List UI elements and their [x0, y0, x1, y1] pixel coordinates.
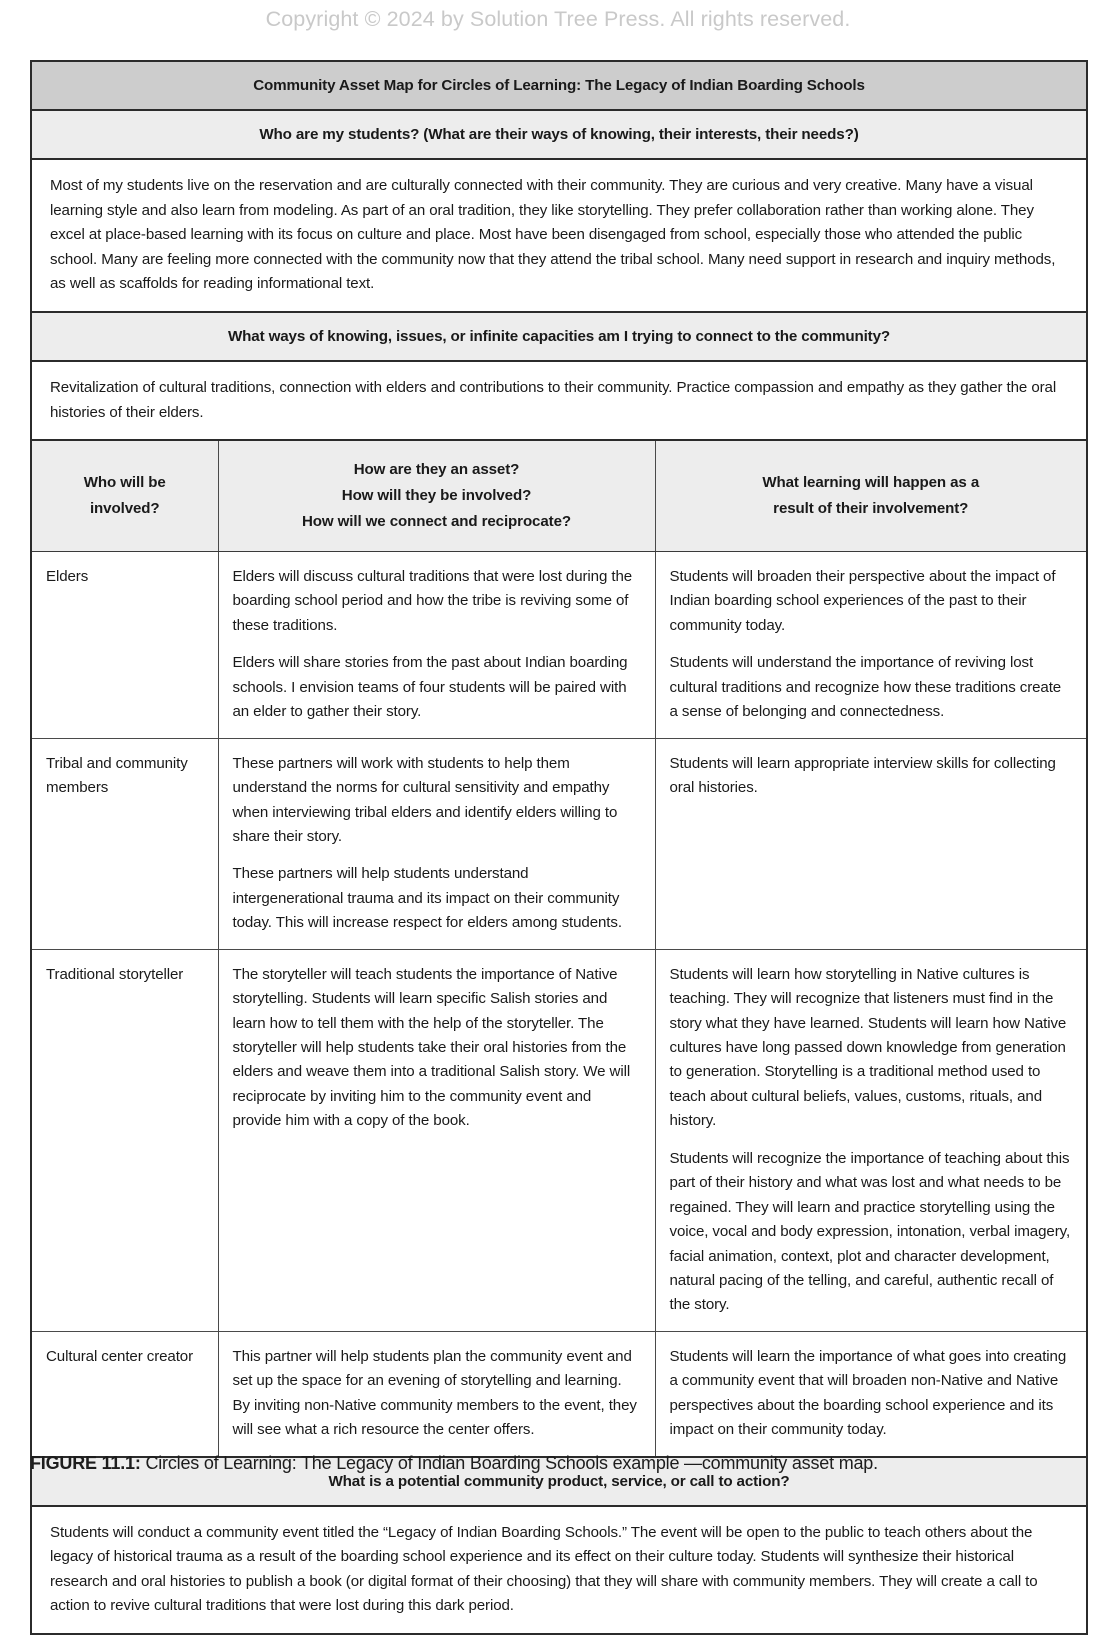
table-row [32, 949, 1086, 1331]
table-row [32, 1331, 1086, 1455]
row-who-label [32, 949, 218, 1331]
ways-answer-paragraph: Revitalization of cultural traditions, connection with elders and contributions to their community. Practice compassion and empathy as they gather the oral histories of their elders. [50, 378, 1057, 421]
asset-paragraph: The storyteller will teach students the importance of Native storytelling. Students will learn specific Salish stories and learn how to tell them with the help of the storyteller. The storyteller will help students take their oral histories from the elders and weave them into a traditional Salish story. We will reciprocate by inviting him to the community event and provide him with a copy of the book. [232, 965, 631, 1130]
row-asset-cell [218, 738, 655, 949]
learning-paragraph: Students will learn appropriate interview skills for collecting oral histories. [669, 754, 1056, 797]
table-header-row [32, 441, 1086, 551]
row-learning-cell [655, 552, 1086, 739]
asset-paragraph: Elders will discuss cultural traditions that were lost during the boarding school period and how the tribe is reviving some of these traditions. [232, 568, 633, 634]
asset-paragraph: This partner will help students plan the community event and set up the space for an evening of storytelling and learning. By inviting non-Native community members to the event, they will see what a rich resource the center offers. [232, 1347, 637, 1439]
column-header-who-line-2: involved? [89, 500, 160, 518]
table-row [32, 738, 1086, 949]
table-row [32, 552, 1086, 739]
community-asset-map-table [30, 60, 1088, 1635]
row-who-label [32, 552, 218, 739]
students-answer-text [32, 160, 1086, 313]
students-question-band: Who are my students? (What are their ways of knowing, their interests, their needs?) [32, 111, 1086, 160]
who-value: Elders [46, 568, 89, 586]
product-answer-text [32, 1507, 1086, 1633]
asset-map-title: Community Asset Map for Circles of Learning: The Legacy of Indian Boarding Schools [32, 62, 1086, 111]
column-header-learning-line-2: result of their involvement? [773, 500, 969, 518]
row-who-label [32, 738, 218, 949]
learning-paragraph: Students will recognize the importance of teaching about this part of their history and what was lost and what needs to be regained. They will learn and practice storytelling using the voice, vocal and body expression, intonation, verbal imagery, facial animation, context, plot and character development, natural pacing of the telling, and careful, authentic recall of the story. [669, 1149, 1071, 1314]
column-header-asset-line-3: How will we connect and reciprocate? [302, 513, 571, 531]
ways-question-band: What ways of knowing, issues, or infinite capacities am I trying to connect to the community? [32, 313, 1086, 362]
students-answer-paragraph: Most of my students live on the reservation and are culturally connected with their community. They are curious and very creative. Many have a visual learning style and also learn from modeling. As part of an oral tradition, they like storytelling. They prefer collaboration rather than working alone. They excel at place-based learning with its focus on culture and place. Most have been disengaged from school, especially those who attended the public school. Many are feeling more connected with the community now that they attend the tribal school. Many need support in research and inquiry methods, as well as scaffolds for reading informational text. [50, 177, 1056, 293]
column-header-asset-line-1: How are they an asset? [353, 461, 520, 479]
who-value: Cultural center creator [46, 1347, 194, 1365]
involvement-table [32, 441, 1086, 1455]
product-answer-paragraph: Students will conduct a community event titled the “Legacy of Indian Boarding Schools.” The event will be open to the public to teach others about the legacy of historical trauma as a result of the boarding school experience and its effect on their culture today. Students will synthesize their historical research and oral histories to publish a book (or digital format of their choosing) that they will share with community members. They will create a call to action to revive cultural traditions that were lost during this dark period. [50, 1523, 1038, 1615]
product-question-band: What is a potential community product, service, or call to action? [32, 1456, 1086, 1507]
row-learning-cell [655, 1331, 1086, 1455]
asset-paragraph: These partners will work with students to help them understand the norms for cultural sensitivity and empathy when interviewing tribal elders and identify elders willing to share their story. [232, 754, 618, 845]
ways-answer-text [32, 362, 1086, 441]
who-value: Tribal and community members [46, 754, 188, 797]
column-header-who [32, 441, 218, 551]
row-asset-cell [218, 552, 655, 739]
row-asset-cell [218, 1331, 655, 1455]
learning-paragraph: Students will broaden their perspective about the impact of Indian boarding school experiences of the past to their community today. [669, 568, 1056, 634]
who-value: Traditional storyteller [46, 965, 184, 983]
row-learning-cell [655, 738, 1086, 949]
asset-paragraph: Elders will share stories from the past about Indian boarding schools. I envision teams of four students will be paired with an elder to gather their story. [232, 654, 628, 721]
row-learning-cell [655, 949, 1086, 1331]
learning-paragraph: Students will learn the importance of what goes into creating a community event that will broaden non-Native and Native perspectives about the boarding school experience and its impact on their community today. [669, 1347, 1067, 1439]
column-header-learning [655, 441, 1086, 551]
copyright-notice: Copyright © 2024 by Solution Tree Press. All rights reserved. [265, 7, 851, 31]
figure-number: FIGURE 11.1: [30, 1453, 141, 1473]
learning-paragraph: Students will learn how storytelling in Native cultures is teaching. They will recognize that listeners must find in the story what they have learned. Students will learn how Native cultures have long passed down knowledge from generation to generation. Storytelling is a traditional method used to teach about cultural beliefs, values, customs, rituals, and history. [669, 965, 1067, 1130]
row-who-label [32, 1331, 218, 1455]
column-header-learning-line-1: What learning will happen as a [762, 474, 980, 492]
column-header-asset-line-2: How will they be involved? [341, 487, 532, 505]
figure-caption [30, 1453, 1090, 1474]
column-header-asset [218, 441, 655, 551]
row-asset-cell [218, 949, 655, 1331]
figure-caption-text: Circles of Learning: The Legacy of Indian Boarding Schools example —community asset map. [145, 1453, 878, 1473]
asset-paragraph: These partners will help students understand intergenerational trauma and its impact on their community today. This will increase respect for elders among students. [232, 865, 622, 932]
learning-paragraph: Students will understand the importance of reviving lost cultural traditions and recognize how these traditions create a sense of belonging and connectedness. [669, 654, 1062, 721]
column-header-who-line-1: Who will be [83, 474, 166, 492]
